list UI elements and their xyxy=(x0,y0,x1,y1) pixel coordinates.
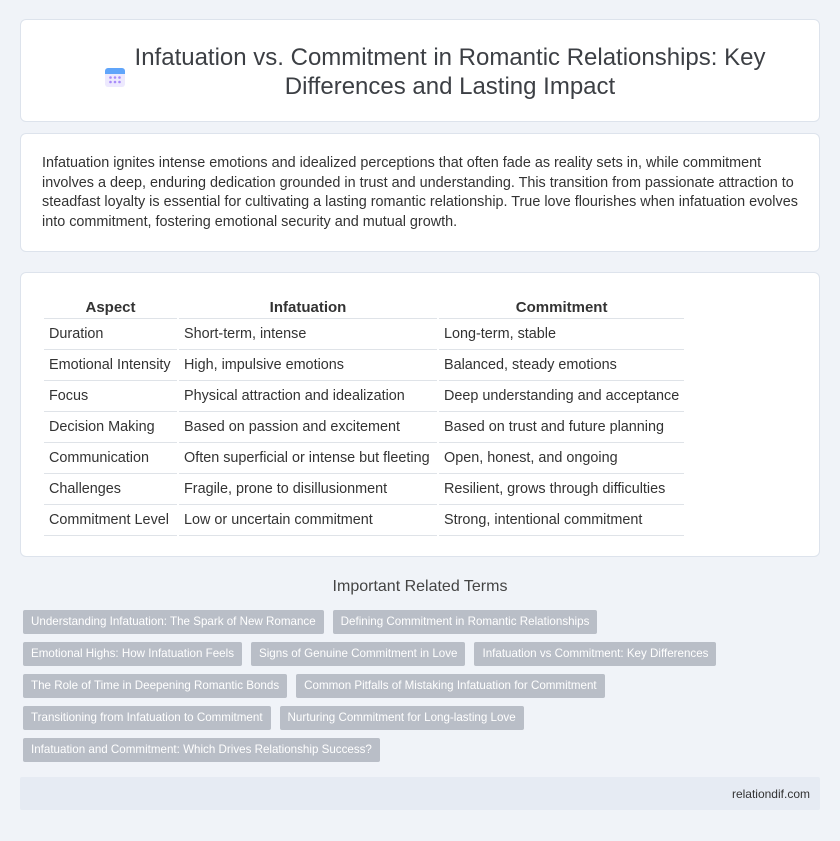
table-row xyxy=(44,319,684,350)
table-row xyxy=(44,505,684,536)
table-row xyxy=(44,474,684,505)
related-term-tag[interactable]: Infatuation and Commitment: Which Drives Relationship Success? xyxy=(23,738,380,762)
table-header-row xyxy=(44,296,684,319)
footer xyxy=(20,777,820,810)
related-term-tag[interactable]: Infatuation vs Commitment: Key Differences xyxy=(474,642,716,666)
table-cell: Commitment Level xyxy=(44,505,177,536)
table-row xyxy=(44,443,684,474)
table-cell: Based on trust and future planning xyxy=(439,412,684,443)
table-cell: Fragile, prone to disillusionment xyxy=(179,474,437,505)
table-cell: Open, honest, and ongoing xyxy=(439,443,684,474)
table-cell: Emotional Intensity xyxy=(44,350,177,381)
table-cell: Decision Making xyxy=(44,412,177,443)
table-row xyxy=(44,381,684,412)
table-cell: Communication xyxy=(44,443,177,474)
comparison-card xyxy=(20,272,820,557)
table-cell: Deep understanding and acceptance xyxy=(439,381,684,412)
related-terms-list xyxy=(23,610,813,770)
column-header-aspect: Aspect xyxy=(44,296,177,319)
table-cell: Short-term, intense xyxy=(179,319,437,350)
table-cell: High, impulsive emotions xyxy=(179,350,437,381)
related-terms-heading: Important Related Terms xyxy=(332,578,508,595)
related-term-tag[interactable]: Transitioning from Infatuation to Commitment xyxy=(23,706,271,730)
table-cell: Strong, intentional commitment xyxy=(439,505,684,536)
table-cell: Focus xyxy=(44,381,177,412)
table-cell: Duration xyxy=(44,319,177,350)
table-cell: Physical attraction and idealization xyxy=(179,381,437,412)
column-header-infatuation: Infatuation xyxy=(179,296,437,319)
table-row xyxy=(44,350,684,381)
table-cell: Balanced, steady emotions xyxy=(439,350,684,381)
table-cell: Low or uncertain commitment xyxy=(179,505,437,536)
related-term-tag[interactable]: Nurturing Commitment for Long-lasting Love xyxy=(280,706,524,730)
table-cell: Resilient, grows through difficulties xyxy=(439,474,684,505)
intro-card xyxy=(20,133,820,252)
related-term-tag[interactable]: Common Pitfalls of Mistaking Infatuation for Commitment xyxy=(296,674,605,698)
comparison-table xyxy=(42,296,686,536)
table-cell: Long-term, stable xyxy=(439,319,684,350)
related-term-tag[interactable]: Defining Commitment in Romantic Relationships xyxy=(333,610,598,634)
table-cell: Based on passion and excitement xyxy=(179,412,437,443)
table-cell: Often superficial or intense but fleeting xyxy=(179,443,437,474)
related-term-tag[interactable]: Emotional Highs: How Infatuation Feels xyxy=(23,642,242,666)
related-term-tag[interactable]: Signs of Genuine Commitment in Love xyxy=(251,642,465,666)
related-term-tag[interactable]: Understanding Infatuation: The Spark of New Romance xyxy=(23,610,324,634)
intro-paragraph: Infatuation ignites intense emotions and idealized perceptions that often fade as reality sets in, while commitment involves a deep, enduring dedication grounded in trust and understanding. This transition from passionate attraction to steadfast loyalty is essential for cultivating a lasting romantic relationship. True love flourishes when infatuation evolves into commitment, fostering emotional security and mutual growth. xyxy=(42,155,798,230)
footer-site-link[interactable]: relationdif.com xyxy=(731,787,810,801)
table-cell: Challenges xyxy=(44,474,177,505)
table-row xyxy=(44,412,684,443)
related-term-tag[interactable]: The Role of Time in Deepening Romantic Bonds xyxy=(23,674,287,698)
page-title: Infatuation vs. Commitment in Romantic Relationships: Key Differences and Lasting Impact xyxy=(134,44,766,100)
column-header-commitment: Commitment xyxy=(439,296,684,319)
